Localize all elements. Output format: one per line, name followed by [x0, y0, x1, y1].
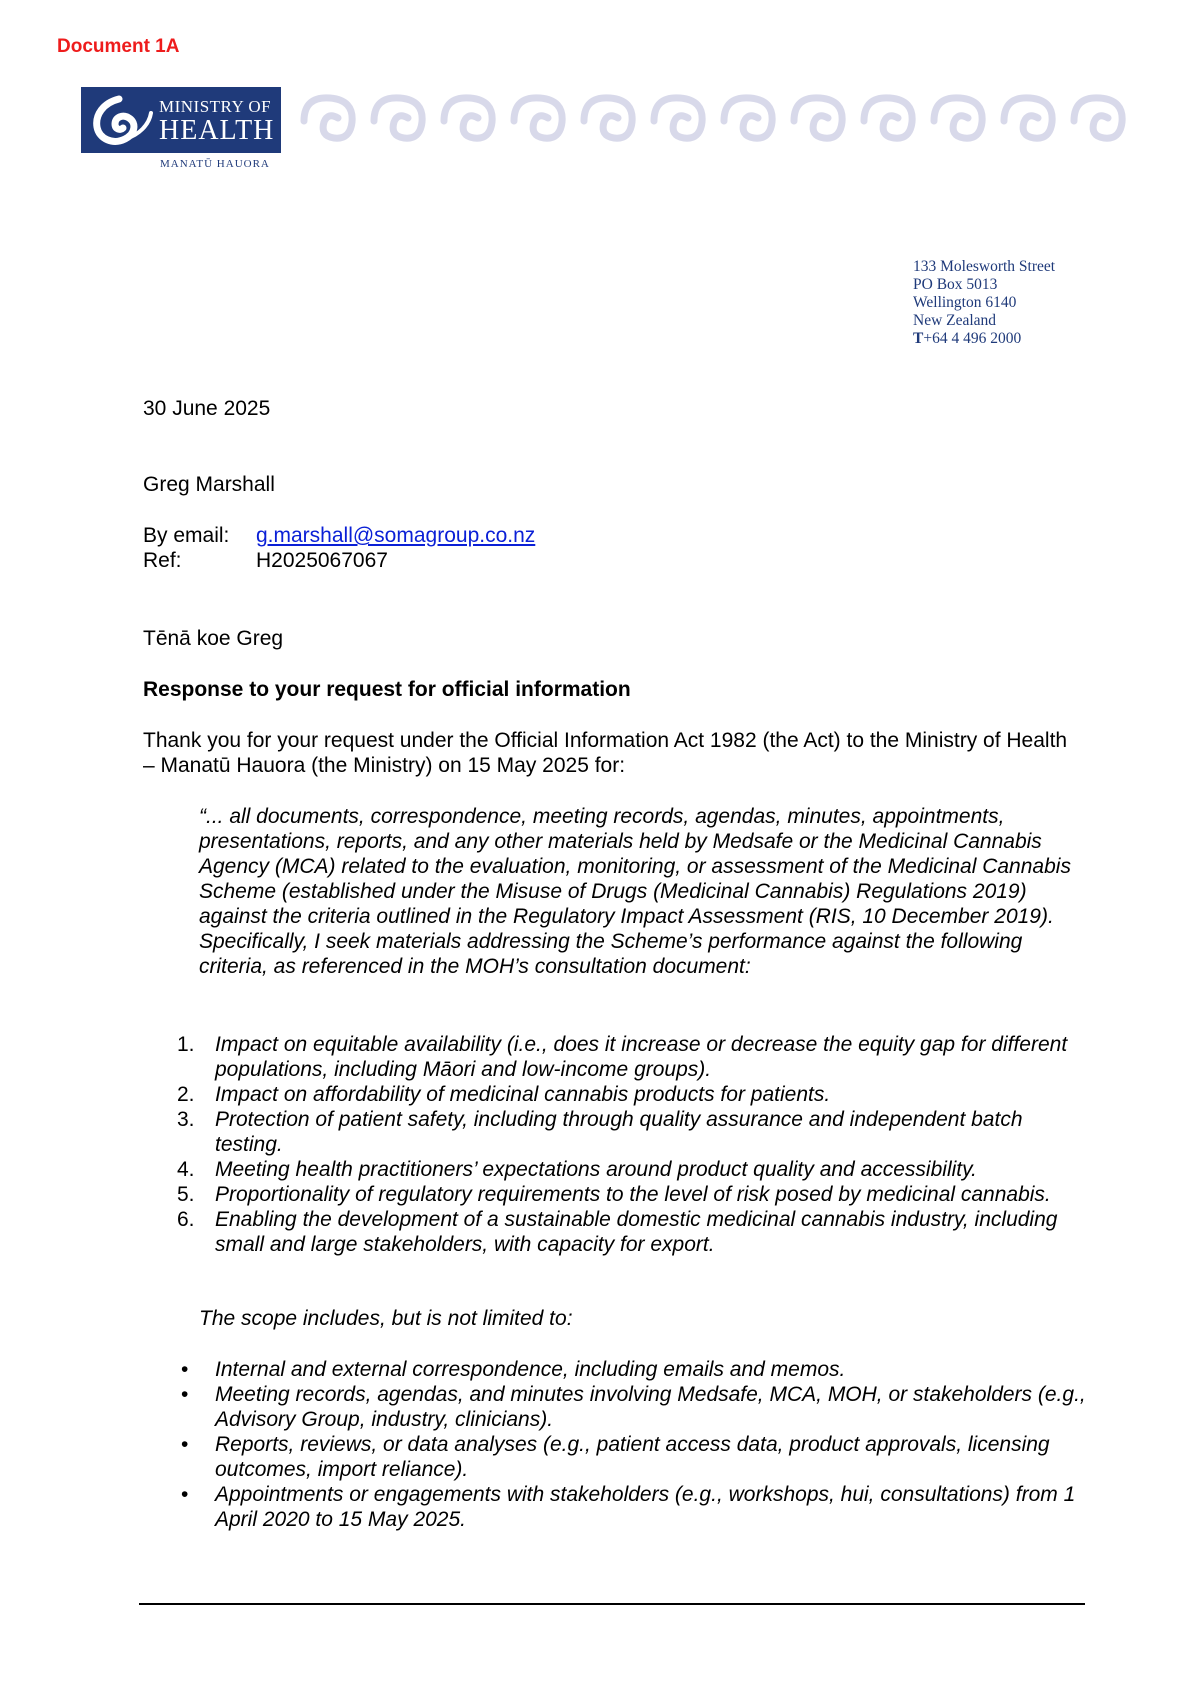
greeting: Tēnā koe Greg: [143, 627, 284, 650]
criteria-number: 4.: [177, 1158, 195, 1181]
letter-date: 30 June 2025: [143, 397, 271, 420]
email-label: By email:: [143, 524, 230, 547]
criteria-number: 5.: [177, 1183, 195, 1206]
reference-number: H2025067067: [256, 549, 388, 572]
scope-text: Internal and external correspondence, including emails and memos.: [215, 1358, 846, 1381]
criteria-text: Enabling the development of a sustainable domestic medicinal cannabis industry, including small and large stakeholders, with capacity for export.: [215, 1208, 1058, 1256]
document-label: Document 1A: [57, 36, 180, 57]
bullet-icon: •: [181, 1383, 189, 1406]
address-city: Wellington 6140: [913, 294, 1017, 311]
address-telephone: [913, 330, 1055, 348]
footer-divider: [139, 1603, 1085, 1605]
request-quote: “... all documents, correspondence, meeting records, agendas, minutes, appointments, presentations, reports, and any other materials held by Medsafe or the Medicinal Cannabis Agency (MCA) related to the evaluation, monitoring, or assessment of the Medicinal Cannabis Scheme (established under the Misuse of Drugs (Medicinal Cannabis) Regulations 2019) against the criteria outlined in the Regulatory Impact Assessment (RIS, 10 December 2019). Specifically, I seek materials addressing the Scheme’s performance against the following criteria, as referenced in the MOH’s consultation document:: [199, 805, 1071, 978]
criteria-item: [177, 1157, 1077, 1182]
koru-logo-icon: [89, 95, 155, 147]
reference-label: Ref:: [143, 549, 182, 572]
bullet-icon: •: [181, 1358, 189, 1381]
criteria-number: 2.: [177, 1083, 195, 1106]
criteria-text: Impact on equitable availability (i.e., does it increase or decrease the equity gap for different populations, including Māori and low-income groups).: [215, 1033, 1068, 1081]
ministry-logo: [81, 87, 281, 153]
recipient-email-link[interactable]: g.marshall@somagroup.co.nz: [256, 524, 536, 547]
scope-item: [177, 1382, 1087, 1432]
telephone-prefix: T: [913, 330, 924, 347]
bullet-icon: •: [181, 1433, 189, 1456]
criteria-text: Protection of patient safety, including through quality assurance and independent batch testing.: [215, 1108, 1023, 1156]
email-row: [143, 523, 535, 548]
recipient-name: Greg Marshall: [143, 473, 275, 496]
criteria-number: 3.: [177, 1108, 195, 1131]
criteria-text: Impact on affordability of medicinal cannabis products for patients.: [215, 1083, 831, 1106]
scope-text: Meeting records, agendas, and minutes involving Medsafe, MCA, MOH, or stakeholders (e.g., Advisory Group, industry, clinicians).: [215, 1383, 1086, 1431]
criteria-text: Meeting health practitioners’ expectations around product quality and accessibility.: [215, 1158, 977, 1181]
intro-paragraph: Thank you for your request under the Official Information Act 1982 (the Act) to the Ministry of Health – Manatū Hauora (the Ministry) on 15 May 2025 for:: [143, 729, 1068, 777]
criteria-item: [177, 1082, 1077, 1107]
scope-text: Reports, reviews, or data analyses (e.g., patient access data, product approvals, licensing outcomes, import reliance).: [215, 1433, 1050, 1481]
ministry-address-block: [913, 258, 1055, 348]
bullet-icon: •: [181, 1483, 189, 1506]
telephone-number: +64 4 496 2000: [923, 330, 1022, 347]
criteria-list: [177, 1032, 1077, 1257]
logo-line-1: MINISTRY OF: [159, 97, 272, 116]
scope-item: [177, 1357, 1087, 1382]
scope-text: Appointments or engagements with stakeholders (e.g., workshops, hui, consultations) from 1 April 2020 to 15 May 2025.: [215, 1483, 1076, 1531]
criteria-text: Proportionality of regulatory requirements to the level of risk posed by medicinal cannabis.: [215, 1183, 1051, 1206]
scope-item: [177, 1482, 1087, 1532]
scope-intro: The scope includes, but is not limited to:: [199, 1307, 573, 1330]
kowhaiwhai-pattern-banner: [296, 88, 1141, 154]
criteria-item: [177, 1032, 1077, 1082]
criteria-item: [177, 1207, 1077, 1257]
scope-item: [177, 1432, 1087, 1482]
address-country: New Zealand: [913, 312, 997, 329]
criteria-item: [177, 1182, 1077, 1207]
letter-subject: Response to your request for official information: [143, 678, 631, 701]
reference-row: [143, 548, 388, 573]
address-po-box: PO Box 5013: [913, 276, 998, 293]
logo-line-2: HEALTH: [159, 115, 275, 146]
criteria-number: 6.: [177, 1208, 195, 1231]
criteria-item: [177, 1107, 1077, 1157]
address-street: 133 Molesworth Street: [913, 258, 1056, 275]
criteria-number: 1.: [177, 1033, 195, 1056]
logo-subtitle: MANATŪ HAUORA: [160, 158, 270, 170]
scope-list: [177, 1357, 1087, 1532]
